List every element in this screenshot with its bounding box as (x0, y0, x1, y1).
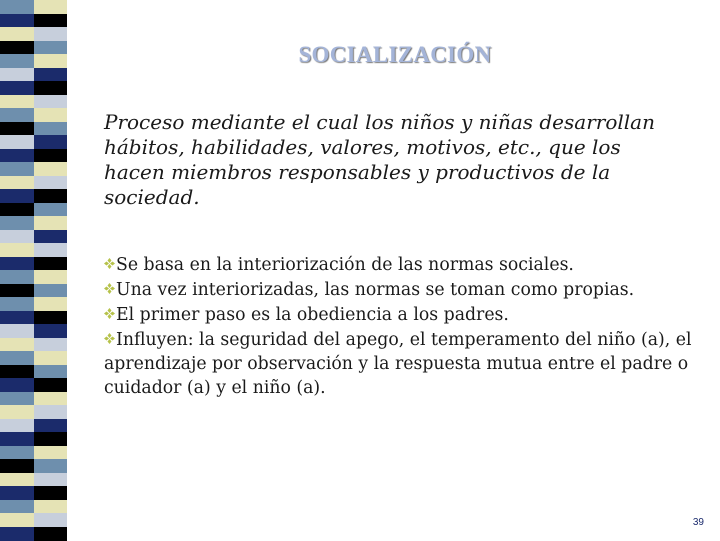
diamond-bullet-icon (104, 277, 115, 288)
stripe-segment (0, 95, 67, 109)
stripe-segment (0, 108, 67, 122)
stripe-segment (0, 297, 67, 311)
stripe-segment (0, 14, 67, 28)
bullet-item (104, 277, 699, 302)
bullet-text: Una vez interiorizadas, las normas se toman como propias. (116, 280, 635, 300)
stripe-segment (0, 378, 67, 392)
stripe-segment (0, 419, 67, 433)
stripe-segment (0, 216, 67, 230)
page-number: 39 (692, 517, 704, 528)
stripe-segment (0, 311, 67, 325)
stripe-segment (0, 27, 67, 41)
stripe-segment (0, 176, 67, 190)
slide-title: SOCIALIZACIÓN (298, 42, 492, 67)
stripe-segment (0, 351, 67, 365)
stripe-segment (0, 392, 67, 406)
stripe-segment (0, 486, 67, 500)
stripe-segment (0, 230, 67, 244)
stripe-segment (0, 149, 67, 163)
stripe-segment (0, 81, 67, 95)
stripe-segment (0, 257, 67, 271)
bullet-text: Influyen: la seguridad del apego, el temperamento del niño (a), el aprendizaje por observación y la respuesta mutua entre el padre o cuidador (a) y el niño (a). (104, 330, 692, 398)
stripe-segment (0, 0, 67, 14)
stripe-segment (0, 473, 67, 487)
stripe-segment (0, 446, 67, 460)
stripe-segment (0, 135, 67, 149)
bullet-item (104, 327, 699, 400)
stripe-segment (0, 189, 67, 203)
diamond-bullet-icon (104, 327, 115, 338)
intro-paragraph: Proceso mediante el cual los niños y niñas desarrollan hábitos, habilidades, valores, motivos, etc., que los hacen miembros responsables y productivos de la sociedad. (104, 110, 655, 209)
stripe-segment (0, 365, 67, 379)
bullet-item (104, 302, 699, 327)
stripe-segment (0, 338, 67, 352)
stripe-segment (0, 243, 67, 257)
bullet-text: Se basa en la interiorización de las normas sociales. (116, 255, 574, 275)
stripe-segment (0, 459, 67, 473)
bullet-list (104, 252, 699, 400)
stripe-segment (0, 122, 67, 136)
bullet-item (104, 252, 699, 277)
stripe-segment (0, 432, 67, 446)
bullet-text: El primer paso es la obediencia a los padres. (116, 305, 509, 325)
stripe-segment (0, 68, 67, 82)
diamond-bullet-icon (104, 302, 115, 313)
stripe-segment (0, 270, 67, 284)
stripe-segment (0, 284, 67, 298)
decorative-stripe-bar (0, 0, 67, 540)
diamond-bullet-icon (104, 252, 115, 263)
stripe-segment (0, 405, 67, 419)
stripe-segment (0, 527, 67, 541)
stripe-segment (0, 162, 67, 176)
stripe-segment (0, 203, 67, 217)
stripe-segment (0, 324, 67, 338)
stripe-segment (0, 500, 67, 514)
stripe-segment (0, 513, 67, 527)
